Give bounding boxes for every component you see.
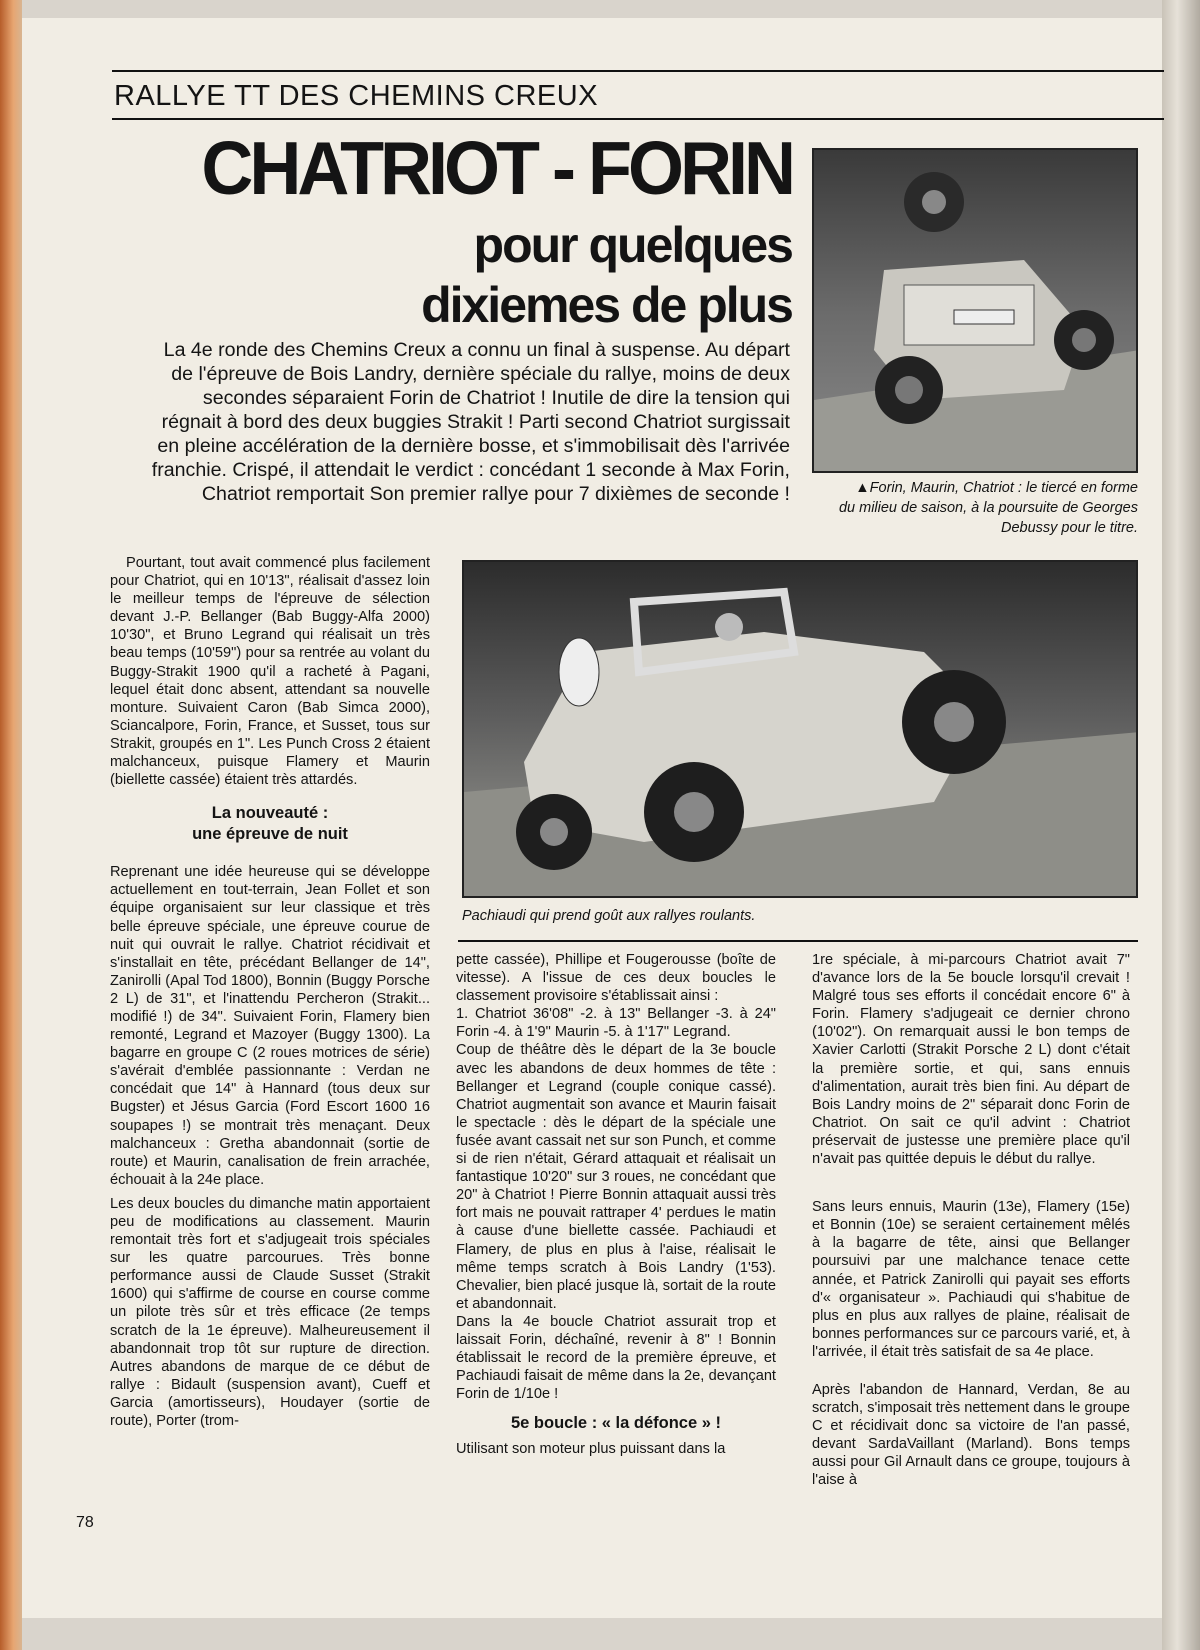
section-subhead [110,803,430,845]
column3-paragraph: 1re spéciale, à mi-parcours Chatriot avait 7" d'avance lors de la 5e boucle lorsqu'il crevait ! Malgré tous ses efforts il concédait encore 6" à Forin. Flamery s'adjugeait ce dernier chrono (10'02"). On remarquait aussi le bon temps de Xavier Carlotti (Strakit Porsche 2 L) dont c'était la première sortie, et qui, sans ennuis d'alimentation, aurait très bien fini. Au départ de Bois Landry moins de 2" séparait donc Forin de Chatriot. On sait ce qu'il advint : Chatriot préservait de justesse une première place qu'il n'avait pas quittée depuis le début du rallye. [812,952,1130,1168]
provisional-ranking: 1. Chatriot 36'08" -2. à 13" Bellanger -3. à 24" Forin -4. à 1'9" Maurin -5. à 1'17" Legrand. [456,1006,776,1041]
headline-subtitle-2: dixiemes de plus [421,277,792,333]
column3-paragraph: Après l'abandon de Hannard, Verdan, 8e au scratch, s'imposait très nettement dans le groupe C et récidivait donc sa victoire de l'an passé, devant SardaVaillant (Marland). Bons temps aussi pour Gil Arnault dans ce groupe, toujours à l'aise à [812,1381,1130,1489]
column2-paragraph: Coup de théâtre dès le départ de la 3e boucle avec les abandons de deux hommes de tête : Bellanger et Legrand (couple conique cassé). Chatriot augmentait son avance et Maurin faisait le spectacle : dès le départ de la spéciale une fusée avant cassait net sur son Punch, et comme si de rien n'était, Gérard attaquait et réalisait un fantastique 10'20" sur 3 roues, ne concédant que 20" à Chatriot ! Pierre Bonnin attaquait aussi très fort mais ne pouvait rattraper 4' perdues le matin à cause d'une biellette cassée. Pachiaudi et Flamery, de plus en plus à l'aise, réalisait le même temps scratch à Bois Landry (1'53). Chevalier, bien placé jusque là, sortait de la route et abandonnait. [456,1042,776,1312]
page-number: 78 [76,1514,94,1531]
photo-buggy-top [812,148,1138,473]
subhead-line-1: La nouveauté : [211,804,329,823]
column1-paragraph: Reprenant une idée heureuse qui se développe actuellement en tout-terrain, Jean Follet et son équipe organisaient sur leur classique et très belle épreuve spéciale, une épreuve courue de nuit qui ouvrait le rallye. Chatriot récidivait et s'installait en tête, précédant Bellanger de 14", Zanirolli (Apal Tod 1800), Bonnin (Buggy Porsche 2 L) de 31", et l'inattendu Percheron (Strakit... modifié !) de 34". Suivaient Forin, Flamery bien remonté, Legrand et Mazoyer (Buggy 1300). La bagarre en groupe C (2 roues motrices de série) s'avérait d'emblée passionnante : Verdan ne concédait que 14" à Hannard (tous deux sur Bugster) et Jésus Garcia (Ford Escort 1600 16 soupapes !) se montrait très menaçant. Deux malchanceux : Gretha abandonnait (sortie de route) et Maurin, canalisation de frein arrachée, échouait à la 24e place. [110,864,430,1188]
subhead-line-2: une épreuve de nuit [192,825,348,844]
column2-paragraph: Utilisant son moteur plus puissant dans la [456,1441,726,1458]
article-column-3 [812,951,1130,1490]
headline-subtitle-1: pour quelques [473,217,792,273]
header-rule-bottom [112,118,1164,120]
caption-middle-photo: Pachiaudi qui prend goût aux rallyes roulants. [462,908,756,924]
caption-top-photo: ▲Forin, Maurin, Chatriot : le tiercé en forme du milieu de saison, à la poursuite de Georges Debussy pour le titre. [838,480,1138,536]
column2-paragraph: pette cassée), Phillipe et Fougerousse (boîte de vitesse). A l'issue de ces deux boucles le classement provisoire s'établissait ainsi : [456,952,776,1005]
article-column-2 [456,951,776,1458]
caption-rule [458,940,1138,942]
magazine-spine [0,0,22,1650]
column2-paragraph: Dans la 4e boucle Chatriot assurait trop et laissait Forin, déchaîné, revenir à 8" ! Bonnin établissait le record de la première épreuve, et Pachiaudi faisait de même dans la 2e, devançant Forin de 1/10e ! [456,1313,776,1403]
rubric: RALLYE TT DES CHEMINS CREUX [114,80,599,112]
buggy-photo-illustration [814,150,1138,473]
buggy-photo-illustration [464,562,1138,898]
header-rule-top [112,70,1164,72]
column1-paragraph: Les deux boucles du dimanche matin apportaient peu de modifications au classement. Maurin remontait très fort et s'adjugeait trois spéciales sur les quatre parcourues. Très bonne performance aussi de Claude Susset (Strakit 1600) qui s'affirme de course en course comme un pilote très sûr et très efficace (2e temps scratch de la 1e épreuve). Malheureusement il abandonnait trop tôt sur rupture de direction. Autres abandons de marque de ce début de rallye : Bidault (suspension avant), Cueff et Garcia (amortisseurs), Houdayer (sortie de route), Porter (trom- [110,1195,430,1430]
lede-paragraph: La 4e ronde des Chemins Creux a connu un final à suspense. Au départ de l'épreuve de Bois Landry, dernière spéciale du rallye, moins de deux secondes séparaient Forin de Chatriot ! Inutile de dire la tension qui régnait à bord des deux buggies Strakit ! Parti second Chatriot surgissait en pleine accélération de la dernière bosse, et s'immobilisait dès l'arrivée franchie. Crispé, il attendait le verdict : concédant 1 seconde à Max Forin, Chatriot remportait Son premier rallye pour 7 dixièmes de seconde ! [151,339,790,505]
column3-paragraph: Sans leurs ennuis, Maurin (13e), Flamery (15e) et Bonnin (10e) se seraient certainement mêlés à la bagarre de tête, ainsi que Bellanger poursuivi par une malchance tenace cette année, et Patrick Zanirolli qui payait ses efforts d'« organisateur ». Pachiaudi qui s'habitue de plus en plus aux rallyes de plaine, réalisait de bonnes performances sur ce parcours varié, et, à l'arrivée, il était très satisfait de sa 4e place. [812,1199,1130,1360]
article-column-1 [110,554,430,1430]
section-subhead-5e-boucle: 5e boucle : « la défonce » ! [511,1414,721,1433]
column1-paragraph: Pourtant, tout avait commencé plus facilement pour Chatriot, qui en 10'13", réalisait d'assez loin le meilleur temps de l'épreuve de sélection devant J.-P. Bellanger (Bab Buggy-Alfa 2000) 10'30", et Bruno Legrand qui réalisait un très beau temps (10'59") pour sa rentrée au volant du Buggy-Strakit 1900 qu'il a racheté à Pagani, lequel était donc absent, attendant sa nouvelle monture. Suivaient Caron (Bab Simca 2000), Sciancalpore, Forin, France, et Susset, tous sur Strakit, groupés en 1". Les Punch Cross 2 étaient malchanceux, puisque Flamery et Maurin (biellette cassée) étaient très attardés. [110,555,430,789]
headline-title: CHATRIOT - FORIN [201,127,792,211]
photo-buggy-middle [462,560,1138,898]
page-edge [1162,0,1200,1650]
